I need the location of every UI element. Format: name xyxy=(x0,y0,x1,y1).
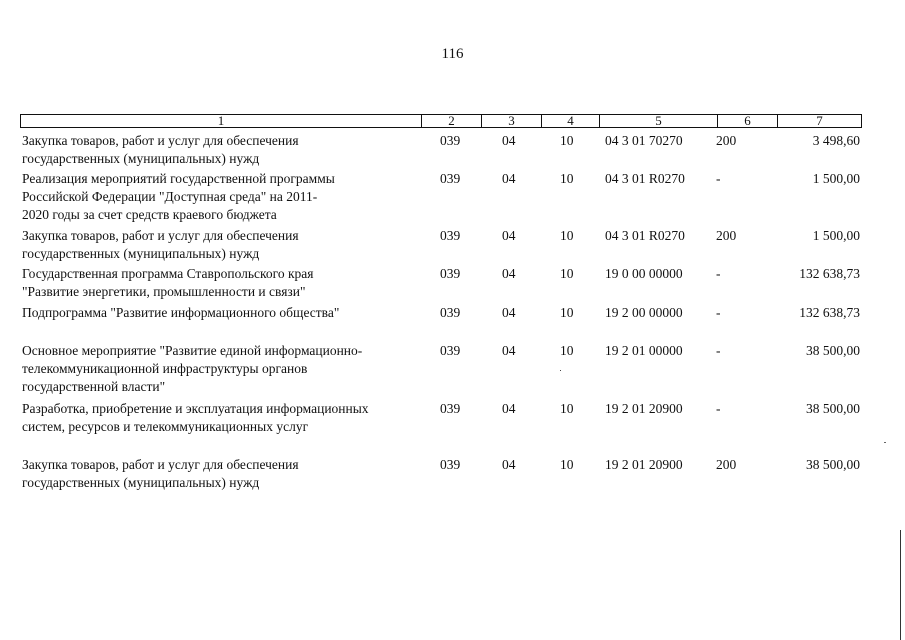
row-name xyxy=(22,456,422,492)
row-ministry-code: 039 xyxy=(440,266,461,281)
row-name-line: государственных (муниципальных) нужд xyxy=(22,151,260,166)
row-ministry-code: 039 xyxy=(440,228,461,243)
row-name xyxy=(22,304,422,322)
scan-edge-mark xyxy=(884,442,886,443)
row-name-line: телекоммуникационной инфраструктуры органов xyxy=(22,361,308,376)
row-expense-type: 200 xyxy=(716,228,737,243)
row-expense-type: - xyxy=(716,171,721,186)
row-section: 04 xyxy=(502,171,516,186)
row-target-item: 19 0 00 00000 xyxy=(605,266,683,281)
row-ministry-code: 039 xyxy=(440,305,461,320)
row-section: 04 xyxy=(502,305,516,320)
row-name-line: "Развитие энергетики, промышленности и связи" xyxy=(22,284,306,299)
row-name-line: Основное мероприятие "Развитие единой информационно- xyxy=(22,343,363,358)
row-amount: 1 500,00 xyxy=(812,171,860,186)
header-col-5: 5 xyxy=(599,115,717,127)
row-amount: 132 638,73 xyxy=(799,266,860,281)
row-amount: 1 500,00 xyxy=(812,228,860,243)
row-amount: 38 500,00 xyxy=(806,343,860,358)
row-target-item: 04 3 01 R0270 xyxy=(605,171,685,186)
page-number: 116 xyxy=(441,46,464,62)
row-section: 04 xyxy=(502,266,516,281)
row-section: 04 xyxy=(502,401,516,416)
row-name-line: Государственная программа Ставропольского края xyxy=(22,266,314,281)
header-col-1: 1 xyxy=(217,113,225,128)
row-name-line: Реализация мероприятий государственной программы xyxy=(22,171,335,186)
row-amount: 132 638,73 xyxy=(799,305,860,320)
header-col-3: 3 xyxy=(481,115,541,127)
row-target-item: 19 2 01 20900 xyxy=(605,401,683,416)
row-name-line: государственных (муниципальных) нужд xyxy=(22,246,260,261)
row-subsection: 10 xyxy=(560,401,574,416)
row-amount: 38 500,00 xyxy=(806,457,860,472)
row-name-line: Закупка товаров, работ и услуг для обеспечения xyxy=(22,457,299,472)
scan-speck xyxy=(560,370,561,371)
header-col-6: 6 xyxy=(717,115,777,127)
row-section: 04 xyxy=(502,133,516,148)
row-subsection: 10 xyxy=(560,457,574,472)
row-expense-type: - xyxy=(716,266,721,281)
row-name-line: государственных (муниципальных) нужд xyxy=(22,475,260,490)
row-expense-type: 200 xyxy=(716,457,737,472)
row-name-line: Разработка, приобретение и эксплуатация информационных xyxy=(22,401,369,416)
row-name-line: Закупка товаров, работ и услуг для обеспечения xyxy=(22,133,299,148)
row-ministry-code: 039 xyxy=(440,401,461,416)
row-subsection: 10 xyxy=(560,266,574,281)
row-name xyxy=(22,170,422,224)
row-amount: 38 500,00 xyxy=(806,401,860,416)
row-name-line: Подпрограмма "Развитие информационного общества" xyxy=(22,305,340,320)
row-target-item: 19 2 01 20900 xyxy=(605,457,683,472)
table-header xyxy=(20,114,862,128)
row-subsection: 10 xyxy=(560,171,574,186)
row-ministry-code: 039 xyxy=(440,171,461,186)
header-col-7: 7 xyxy=(777,115,861,127)
header-col-2: 2 xyxy=(421,115,481,127)
row-name xyxy=(22,342,422,396)
row-section: 04 xyxy=(502,228,516,243)
row-target-item: 04 3 01 R0270 xyxy=(605,228,685,243)
row-name-line: государственной власти" xyxy=(22,379,166,394)
row-section: 04 xyxy=(502,343,516,358)
row-expense-type: - xyxy=(716,343,721,358)
row-name xyxy=(22,265,422,301)
row-ministry-code: 039 xyxy=(440,133,461,148)
row-name xyxy=(22,132,422,168)
row-subsection: 10 xyxy=(560,133,574,148)
scan-edge-line xyxy=(900,530,901,640)
row-name-line: Закупка товаров, работ и услуг для обеспечения xyxy=(22,228,299,243)
row-expense-type: - xyxy=(716,401,721,416)
row-name xyxy=(22,227,422,263)
row-target-item: 04 3 01 70270 xyxy=(605,133,683,148)
row-expense-type: - xyxy=(716,305,721,320)
row-ministry-code: 039 xyxy=(440,343,461,358)
row-amount: 3 498,60 xyxy=(812,133,860,148)
row-name-line: Российской Федерации "Доступная среда" на 2011- xyxy=(22,189,318,204)
row-subsection: 10 xyxy=(560,305,574,320)
row-name-line: 2020 годы за счет средств краевого бюджета xyxy=(22,207,277,222)
header-col-4: 4 xyxy=(541,115,599,127)
row-ministry-code: 039 xyxy=(440,457,461,472)
row-target-item: 19 2 01 00000 xyxy=(605,343,683,358)
row-expense-type: 200 xyxy=(716,133,737,148)
row-subsection: 10 xyxy=(560,228,574,243)
row-name-line: систем, ресурсов и телекоммуникационных услуг xyxy=(22,419,309,434)
row-name xyxy=(22,400,422,436)
row-target-item: 19 2 00 00000 xyxy=(605,305,683,320)
row-subsection: 10 xyxy=(560,343,574,358)
row-section: 04 xyxy=(502,457,516,472)
